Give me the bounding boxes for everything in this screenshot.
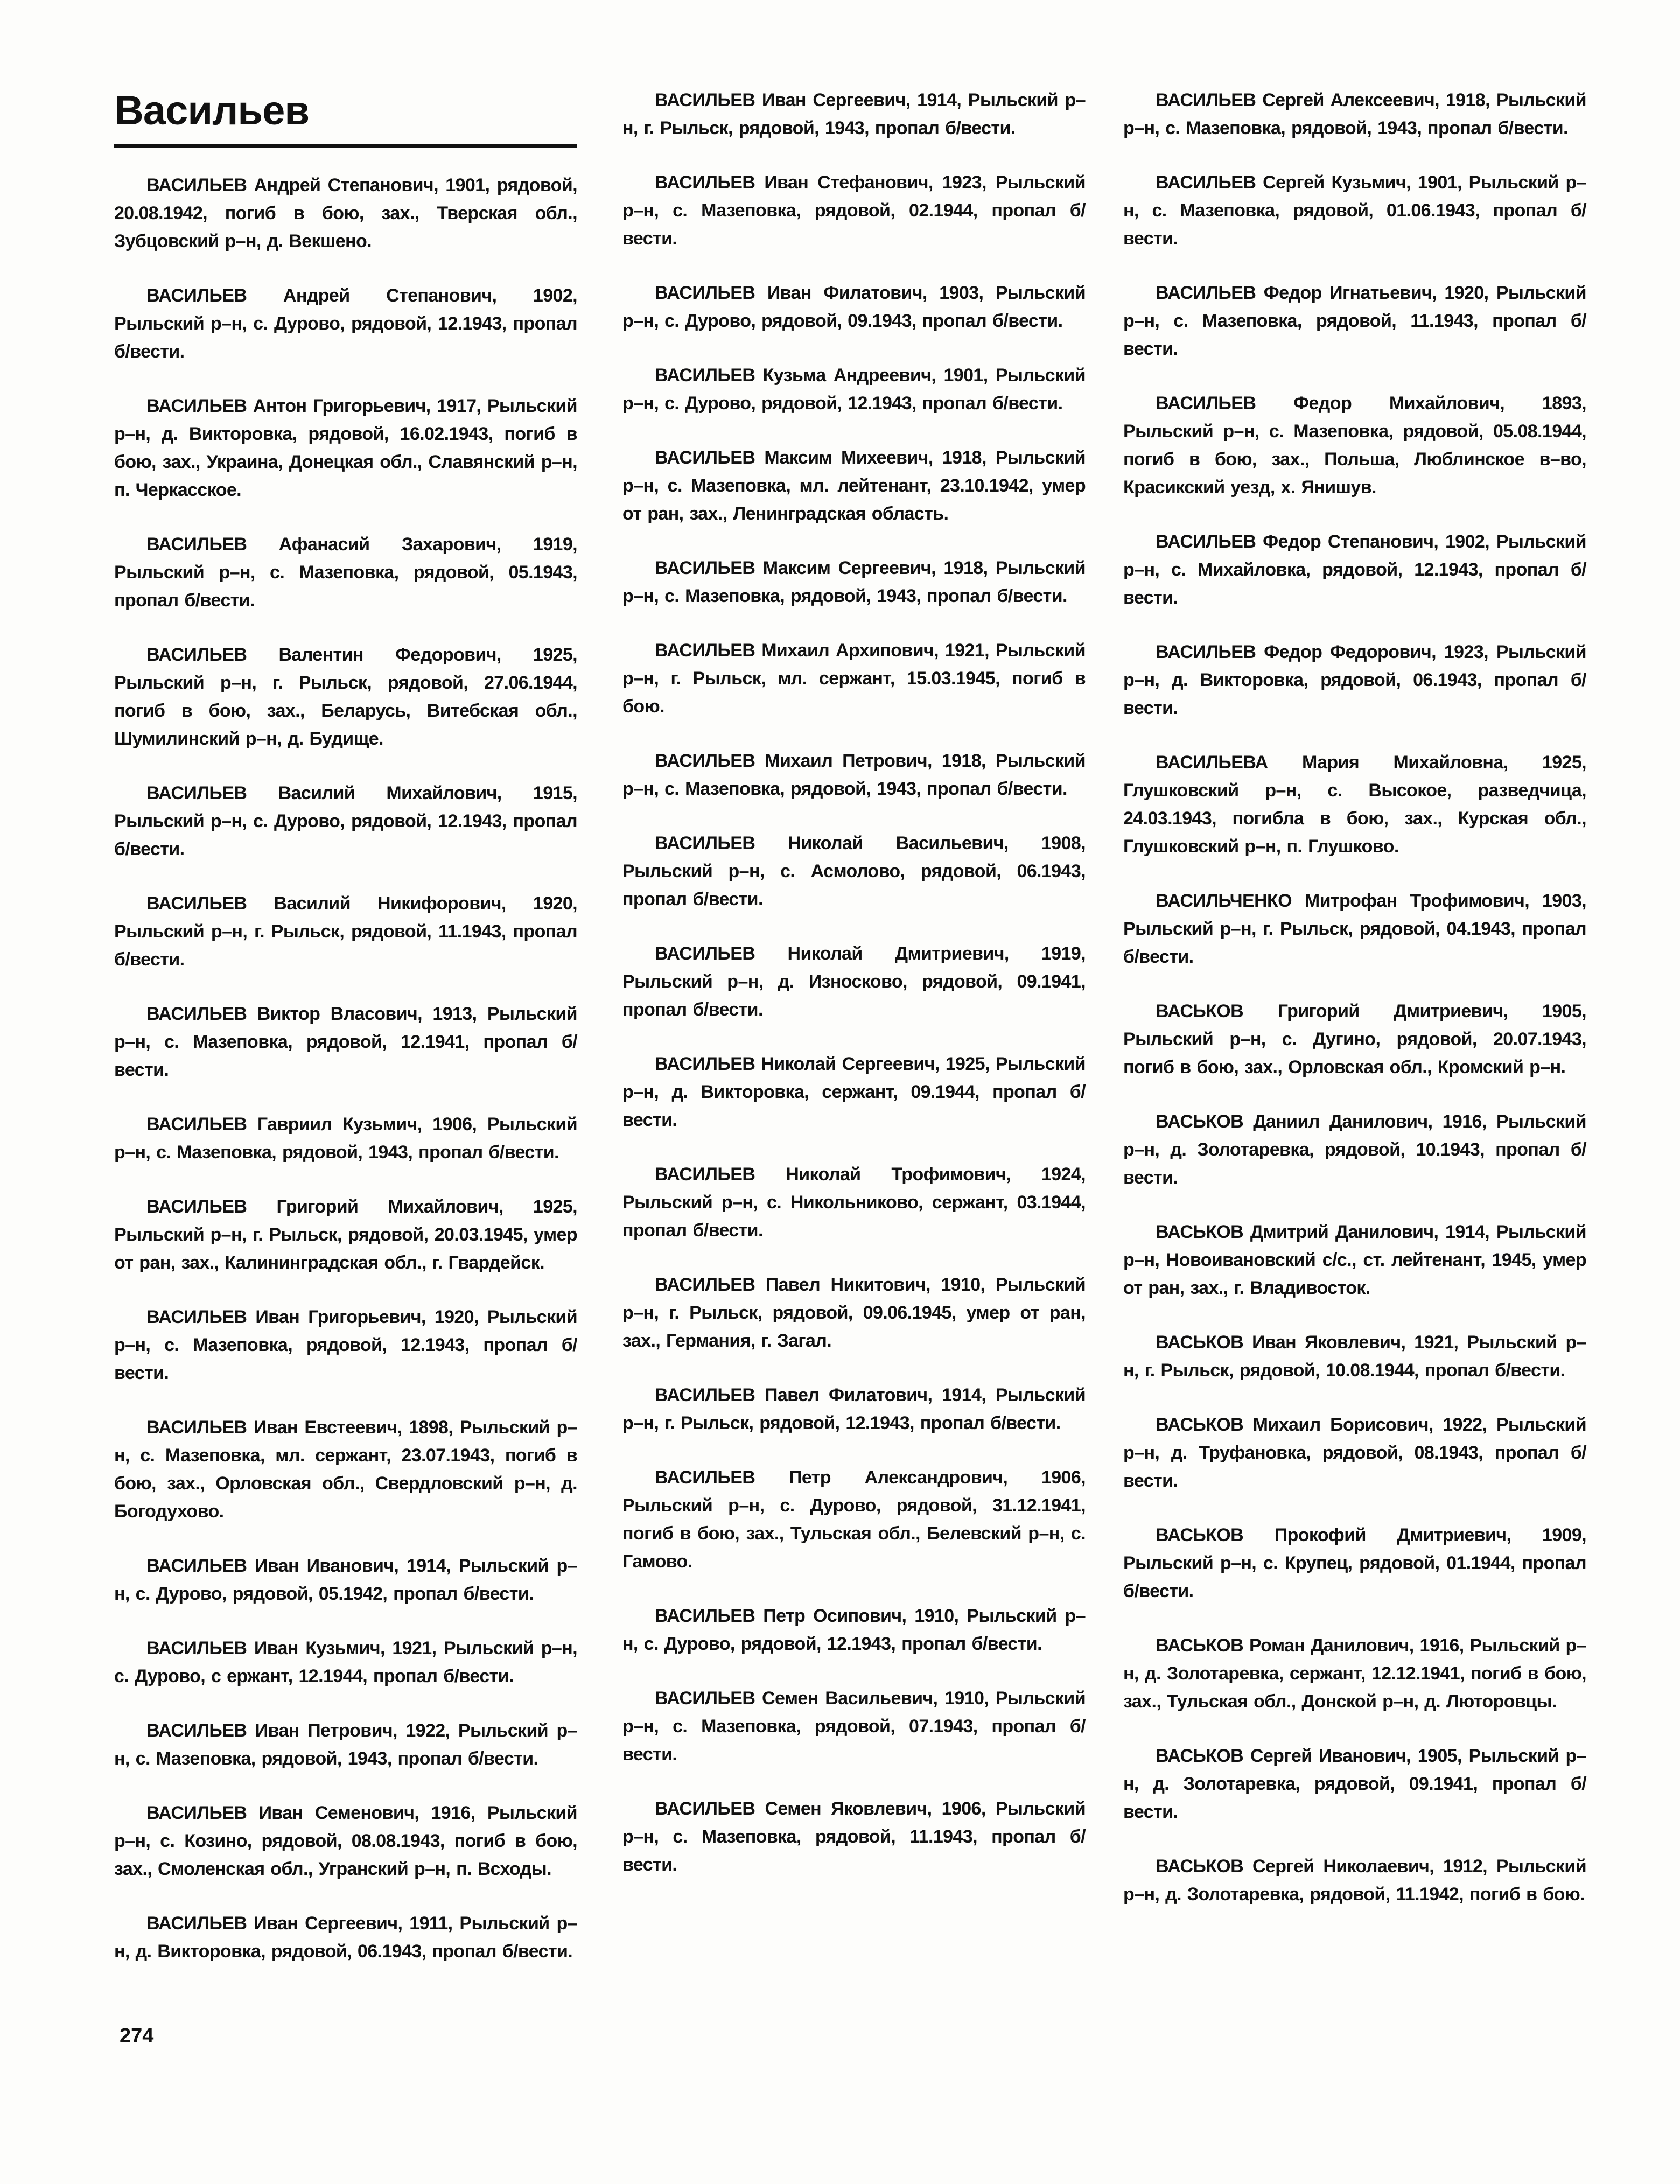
entry-details: Афанасий Захарович, 1919, Рыльский р–н, с. Мазеповка, рядовой, 05.1943, пропал б/вести. (114, 534, 577, 611)
entry-details: Андрей Степанович, 1901, рядовой, 20.08.1942, погиб в бою, зах., Тверская обл., Зубцовский р–н, д. Векшено. (114, 175, 577, 251)
entry-surname: ВАСИЛЬЕВ (1156, 172, 1256, 193)
entry-details: Иван Филатович, 1903, Рыльский р–н, с. Дурово, рядовой, 09.1943, пропал б/вести. (622, 283, 1086, 331)
entry (622, 1602, 1086, 1658)
entry-surname: ВАСИЛЬЕВ (146, 1803, 247, 1823)
entry-surname: ВАСИЛЬЕВ (146, 1638, 247, 1658)
entry (114, 1193, 577, 1277)
section-heading: Васильев (114, 88, 310, 134)
entry-surname: ВАСИЛЬЕВ (655, 447, 755, 468)
entry-details: Семен Яковлевич, 1906, Рыльский р–н, с. Мазеповка, рядовой, 11.1943, пропал б/вести. (622, 1798, 1086, 1875)
entry (114, 1000, 577, 1084)
entry-details: Иван Петрович, 1922, Рыльский р–н, с. Мазеповка, рядовой, 1943, пропал б/вести. (114, 1720, 577, 1769)
entry-surname: ВАСИЛЬЕВ (655, 1054, 755, 1074)
entry-details: Михаил Борисович, 1922, Рыльский р–н, д. Труфановка, рядовой, 08.1943, пропал б/вести. (1123, 1415, 1586, 1491)
entry-details: Павел Никитович, 1910, Рыльский р–н, г. Рыльск, рядовой, 09.06.1945, умер от ран, зах., Германия, г. Загал. (622, 1275, 1086, 1351)
entry (114, 1717, 577, 1773)
entry-surname: ВАСИЛЬЕВ (146, 893, 247, 914)
entry-surname: ВАСИЛЬЕВ (655, 1467, 755, 1488)
entry-details: Антон Григорьевич, 1917, Рыльский р–н, д. Викторовка, рядовой, 16.02.1943, погиб в бою, зах., Украина, Донецкая обл., Славянский р–н, п. Черкасское. (114, 396, 577, 500)
entry-details: Федор Михайлович, 1893, Рыльский р–н, с. Мазеповка, рядовой, 05.08.1944, погиб в бою, зах., Польша, Люблинское в–во, Красикский уезд, х. Янишув. (1123, 393, 1586, 498)
entry-surname: ВАСИЛЬЕВ (146, 1556, 247, 1576)
entry (114, 1909, 577, 1965)
entry-surname: ВАСИЛЬЕВ (146, 534, 247, 555)
entry-surname: ВАСИЛЬЧЕНКО (1156, 891, 1292, 911)
entry (622, 444, 1086, 528)
entry (114, 1552, 577, 1608)
entry-surname: ВАСИЛЬЕВ (146, 175, 247, 195)
entry-surname: ВАСИЛЬЕВ (1156, 393, 1256, 414)
entry (1123, 887, 1586, 971)
entry (1123, 1852, 1586, 1908)
entry-details: Даниил Данилович, 1916, Рыльский р–н, д. Золотаревка, рядовой, 10.1943, пропал б/вести. (1123, 1111, 1586, 1188)
entry (114, 779, 577, 863)
entry-details: Сергей Алексеевич, 1918, Рыльский р–н, с. Мазеповка, рядовой, 1943, пропал б/вести. (1123, 90, 1586, 138)
entry-surname: ВАСИЛЬЕВ (655, 1164, 755, 1185)
entry (114, 392, 577, 504)
entry-details: Николай Трофимович, 1924, Рыльский р–н, с. Никольниково, сержант, 03.1944, пропал б/вести. (622, 1164, 1086, 1241)
entry-details: Григорий Дмитриевич, 1905, Рыльский р–н, с. Дугино, рядовой, 20.07.1943, погиб в бою, зах., Орловская обл., Кромский р–н. (1123, 1001, 1586, 1077)
entry-details: Митрофан Трофимович, 1903, Рыльский р–н, г. Рыльск, рядовой, 04.1943, пропал б/вести. (1123, 891, 1586, 967)
entry-details: Федор Игнатьевич, 1920, Рыльский р–н, с. Мазеповка, рядовой, 11.1943, пропал б/вести. (1123, 283, 1586, 359)
entry-details: Григорий Михайлович, 1925, Рыльский р–н, г. Рыльск, рядовой, 20.03.1945, умер от ран, зах., Калининградская обл., г. Гвардейск. (114, 1196, 577, 1273)
entry-details: Мария Михайловна, 1925, Глушковский р–н, с. Высокое, разведчица, 24.03.1943, погибла в бою, зах., Курская обл., Глушковский р–н, п. Глушково. (1123, 752, 1586, 857)
entry-details: Михаил Архипович, 1921, Рыльский р–н, г. Рыльск, мл. сержант, 15.03.1945, погиб в бою. (622, 640, 1086, 717)
entry-surname: ВАСЬКОВ (1156, 1001, 1244, 1021)
entry-surname: ВАСИЛЬЕВ (655, 1606, 755, 1626)
entry-surname: ВАСИЛЬЕВ (146, 1913, 247, 1934)
entry (622, 829, 1086, 913)
entry-details: Валентин Федорович, 1925, Рыльский р–н, г. Рыльск, рядовой, 27.06.1944, погиб в бою, зах., Беларусь, Витебская обл., Шумилинский р–н, д. Будище. (114, 645, 577, 749)
heading-rule (114, 144, 577, 148)
entry-details: Сергей Иванович, 1905, Рыльский р–н, д. Золотаревка, рядовой, 09.1941, пропал б/вести. (1123, 1746, 1586, 1822)
column-1 (114, 171, 577, 1992)
entry (622, 1464, 1086, 1576)
entry (114, 1413, 577, 1525)
entry (1123, 1742, 1586, 1826)
entry (622, 554, 1086, 610)
entry-details: Михаил Петрович, 1918, Рыльский р–н, с. Мазеповка, рядовой, 1943, пропал б/вести. (622, 751, 1086, 799)
entry-surname: ВАСИЛЬЕВ (655, 172, 755, 193)
entry (114, 641, 577, 753)
entry (114, 282, 577, 366)
entry (622, 747, 1086, 803)
entry (114, 171, 577, 255)
entry-surname: ВАСИЛЬЕВ (146, 1417, 247, 1438)
entry-surname: ВАСИЛЬЕВ (146, 1196, 247, 1217)
entry-surname: ВАСИЛЬЕВА (1156, 752, 1268, 773)
entry-surname: ВАСИЛЬЕВ (655, 90, 755, 110)
entry-details: Петр Александрович, 1906, Рыльский р–н, с. Дурово, рядовой, 31.12.1941, погиб в бою, зах., Тульская обл., Белевский р–н, с. Гамово. (622, 1467, 1086, 1572)
entry-surname: ВАСИЛЬЕВ (146, 783, 247, 803)
entry-surname: ВАСИЛЬЕВ (146, 1307, 247, 1327)
entry (114, 1799, 577, 1883)
entry (622, 1160, 1086, 1244)
entry-details: Кузьма Андреевич, 1901, Рыльский р–н, с. Дурово, рядовой, 12.1943, пропал б/вести. (622, 365, 1086, 414)
entry (114, 1110, 577, 1166)
entry-surname: ВАСИЛЬЕВ (1156, 642, 1256, 662)
entry (622, 1271, 1086, 1355)
entry (1123, 997, 1586, 1081)
entry (622, 169, 1086, 253)
entry-details: Иван Кузьмич, 1921, Рыльский р–н, с. Дурово, с ержант, 12.1944, пропал б/вести. (114, 1638, 577, 1686)
entry-details: Федор Федорович, 1923, Рыльский р–н, д. Викторовка, рядовой, 06.1943, пропал б/вести. (1123, 642, 1586, 718)
entry-details: Роман Данилович, 1916, Рыльский р–н, д. Золотаревка, сержант, 12.12.1941, погиб в бою, зах., Тульская обл., Донской р–н, д. Люторовцы. (1123, 1635, 1586, 1712)
entry-surname: ВАСИЛЬЕВ (146, 1004, 247, 1024)
entry-details: Иван Яковлевич, 1921, Рыльский р–н, г. Рыльск, рядовой, 10.08.1944, пропал б/вести. (1123, 1332, 1586, 1381)
entry-details: Максим Сергеевич, 1918, Рыльский р–н, с. Мазеповка, рядовой, 1943, пропал б/вести. (622, 558, 1086, 606)
entry (1123, 1632, 1586, 1716)
entry-details: Иван Иванович, 1914, Рыльский р–н, с. Дурово, рядовой, 05.1942, пропал б/вести. (114, 1556, 577, 1604)
entry-surname: ВАСИЛЬЕВ (655, 833, 755, 853)
entry (1123, 169, 1586, 253)
entry-details: Федор Степанович, 1902, Рыльский р–н, с. Михайловка, рядовой, 12.1943, пропал б/вести. (1123, 531, 1586, 608)
entry-surname: ВАСИЛЬЕВ (655, 640, 755, 661)
entry-details: Дмитрий Данилович, 1914, Рыльский р–н, Новоивановский с/с., ст. лейтенант, 1945, умер от ран, зах., г. Владивосток. (1123, 1222, 1586, 1298)
entry (622, 1795, 1086, 1879)
entry (622, 1381, 1086, 1437)
entry (1123, 86, 1586, 142)
entry (1123, 1218, 1586, 1302)
entry (1123, 528, 1586, 612)
entry-surname: ВАСИЛЬЕВ (655, 283, 755, 303)
entry-surname: ВАСИЛЬЕВ (655, 365, 755, 386)
entry-details: Виктор Власович, 1913, Рыльский р–н, с. Мазеповка, рядовой, 12.1941, пропал б/вести. (114, 1004, 577, 1080)
entry-details: Павел Филатович, 1914, Рыльский р–н, г. Рыльск, рядовой, 12.1943, пропал б/вести. (622, 1385, 1086, 1433)
entry-surname: ВАСЬКОВ (1156, 1746, 1244, 1766)
entry-details: Иван Сергеевич, 1914, Рыльский р–н, г. Рыльск, рядовой, 1943, пропал б/вести. (622, 90, 1086, 138)
entry-surname: ВАСИЛЬЕВ (146, 285, 247, 306)
entry-details: Василий Михайлович, 1915, Рыльский р–н, с. Дурово, рядовой, 12.1943, пропал б/вести. (114, 783, 577, 859)
entry-surname: ВАСЬКОВ (1156, 1111, 1244, 1132)
entry (1123, 1328, 1586, 1384)
entry-surname: ВАСИЛЬЕВ (655, 1385, 755, 1405)
entry-details: Иван Семенович, 1916, Рыльский р–н, с. Козино, рядовой, 08.08.1943, погиб в бою, зах., Смоленская обл., Угранский р–н, п. Всходы. (114, 1803, 577, 1879)
entry (1123, 279, 1586, 363)
entry-surname: ВАСЬКОВ (1156, 1222, 1244, 1242)
entry-details: Андрей Степанович, 1902, Рыльский р–н, с. Дурово, рядовой, 12.1943, пропал б/вести. (114, 285, 577, 362)
entry (1123, 389, 1586, 501)
entry (622, 1050, 1086, 1134)
entry (1123, 1411, 1586, 1495)
column-3 (1123, 86, 1586, 1935)
entry-surname: ВАСЬКОВ (1156, 1856, 1244, 1877)
entry (1123, 748, 1586, 860)
page-number: 274 (120, 2025, 154, 2047)
entry-surname: ВАСИЛЬЕВ (655, 1688, 755, 1709)
entry (1123, 638, 1586, 722)
entry (622, 1684, 1086, 1768)
entry-details: Николай Дмитриевич, 1919, Рыльский р–н, д. Износково, рядовой, 09.1941, пропал б/вести. (622, 943, 1086, 1020)
entry-surname: ВАСИЛЬЕВ (655, 1275, 755, 1295)
entry (622, 361, 1086, 417)
entry-details: Василий Никифорович, 1920, Рыльский р–н, г. Рыльск, рядовой, 11.1943, пропал б/вести. (114, 893, 577, 970)
entry (622, 940, 1086, 1024)
entry-details: Максим Михеевич, 1918, Рыльский р–н, с. Мазеповка, мл. лейтенант, 23.10.1942, умер от ран, зах., Ленинградская область. (622, 447, 1086, 524)
entry-details: Иван Евстеевич, 1898, Рыльский р–н, с. Мазеповка, мл. сержант, 23.07.1943, погиб в бою, зах., Орловская обл., Свердловский р–н, д. Богодухово. (114, 1417, 577, 1522)
entry-surname: ВАСИЛЬЕВ (146, 645, 247, 665)
entry-details: Семен Васильевич, 1910, Рыльский р–н, с. Мазеповка, рядовой, 07.1943, пропал б/вести. (622, 1688, 1086, 1765)
entry (1123, 1108, 1586, 1192)
entry-surname: ВАСЬКОВ (1156, 1332, 1244, 1353)
entry (114, 1634, 577, 1690)
entry-details: Николай Сергеевич, 1925, Рыльский р–н, д. Викторовка, сержант, 09.1944, пропал б/вести. (622, 1054, 1086, 1130)
entry-details: Гавриил Кузьмич, 1906, Рыльский р–н, с. Мазеповка, рядовой, 1943, пропал б/вести. (114, 1114, 577, 1163)
entry-details: Прокофий Дмитриевич, 1909, Рыльский р–н, с. Крупец, рядовой, 01.1944, пропал б/вести. (1123, 1525, 1586, 1601)
column-2 (622, 86, 1086, 1905)
entry-details: Сергей Кузьмич, 1901, Рыльский р–н, с. Мазеповка, рядовой, 01.06.1943, пропал б/вести. (1123, 172, 1586, 249)
entry-details: Иван Стефанович, 1923, Рыльский р–н, с. Мазеповка, рядовой, 02.1944, пропал б/вести. (622, 172, 1086, 249)
entry-surname: ВАСИЛЬЕВ (655, 943, 755, 964)
entry-surname: ВАСЬКОВ (1156, 1525, 1244, 1545)
entry-surname: ВАСИЛЬЕВ (1156, 531, 1256, 552)
entry (1123, 1521, 1586, 1605)
entry-surname: ВАСИЛЬЕВ (655, 558, 755, 578)
entry-surname: ВАСИЛЬЕВ (146, 1720, 247, 1741)
entry-surname: ВАСИЛЬЕВ (655, 751, 755, 771)
entry-surname: ВАСЬКОВ (1156, 1635, 1244, 1656)
entry-details: Иван Сергеевич, 1911, Рыльский р–н, д. Викторовка, рядовой, 06.1943, пропал б/вести. (114, 1913, 577, 1962)
entry-surname: ВАСИЛЬЕВ (1156, 90, 1256, 110)
entry-details: Иван Григорьевич, 1920, Рыльский р–н, с. Мазеповка, рядовой, 12.1943, пропал б/вести. (114, 1307, 577, 1383)
entry-surname: ВАСИЛЬЕВ (146, 1114, 247, 1135)
entry-details: Петр Осипович, 1910, Рыльский р–н, с. Дурово, рядовой, 12.1943, пропал б/вести. (622, 1606, 1086, 1654)
entry-surname: ВАСИЛЬЕВ (146, 396, 247, 416)
entry (622, 86, 1086, 142)
entry (622, 636, 1086, 720)
entry (622, 279, 1086, 335)
entry-surname: ВАСИЛЬЕВ (655, 1798, 755, 1819)
entry (114, 530, 577, 614)
entry-surname: ВАСИЛЬЕВ (1156, 283, 1256, 303)
entry-details: Сергей Николаевич, 1912, Рыльский р–н, д. Золотаревка, рядовой, 11.1942, погиб в бою. (1123, 1856, 1586, 1905)
entry (114, 890, 577, 974)
entry-details: Николай Васильевич, 1908, Рыльский р–н, с. Асмолово, рядовой, 06.1943, пропал б/вести. (622, 833, 1086, 909)
entry-surname: ВАСЬКОВ (1156, 1415, 1244, 1435)
entry (114, 1303, 577, 1387)
